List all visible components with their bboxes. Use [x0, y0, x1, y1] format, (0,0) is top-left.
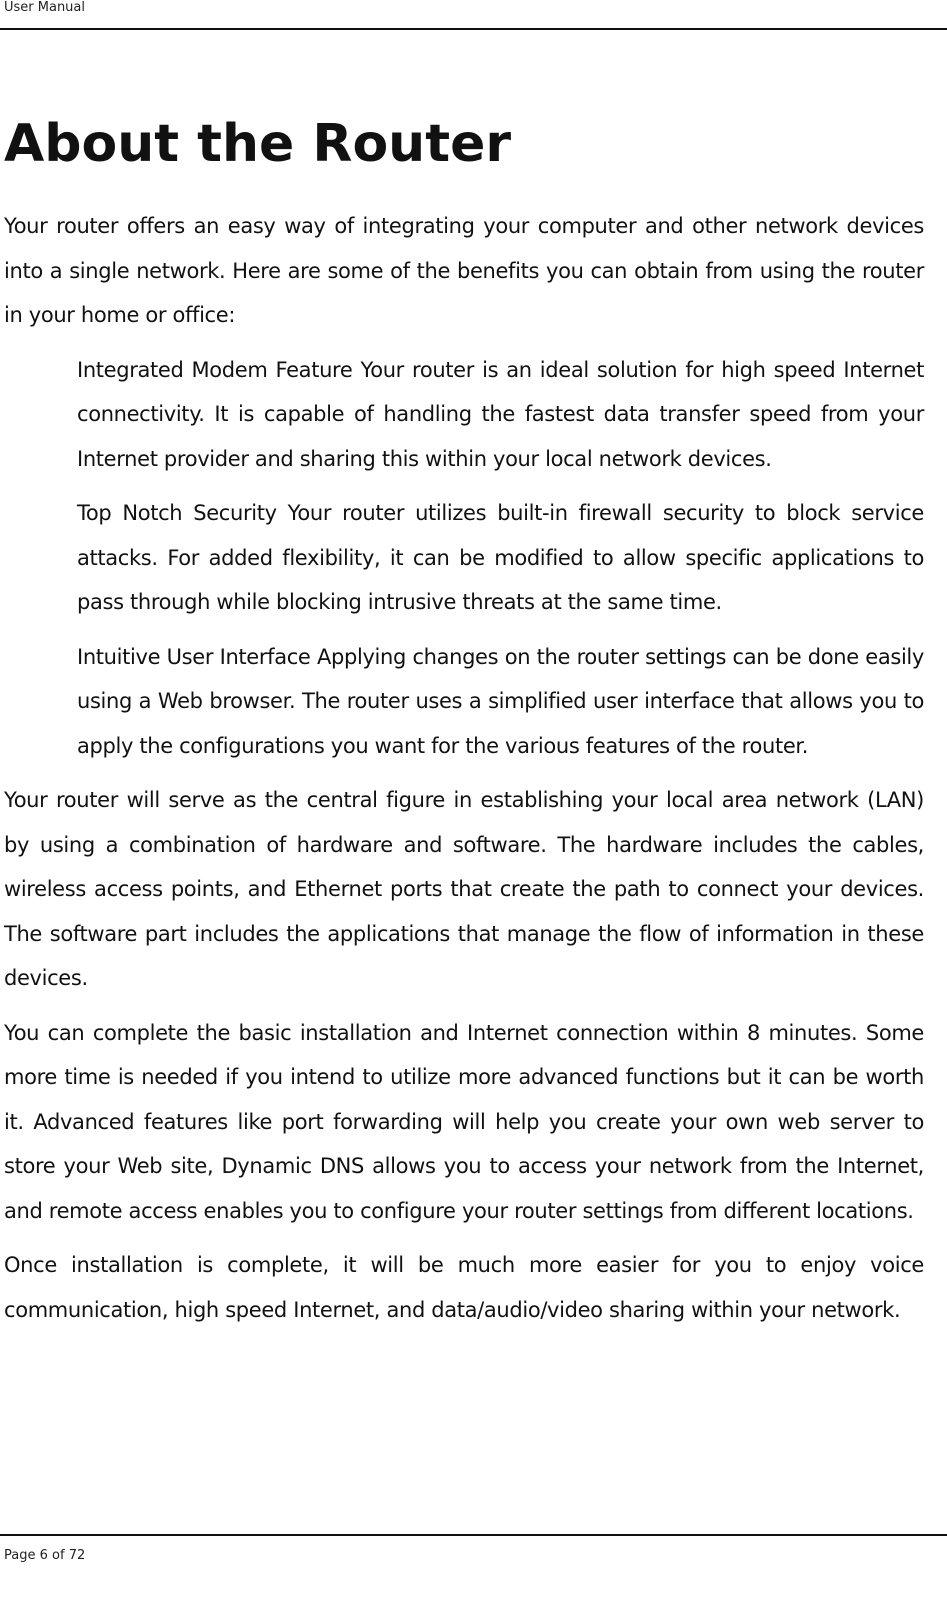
feature-text: Applying changes on the router settings can be done easily using a Web browser. The router uses a simplified user interface that allows you to apply the configurations you want for the various features of the router. — [77, 644, 924, 758]
page-content — [4, 108, 924, 1342]
page-header — [0, 0, 947, 30]
feature-title: Intuitive User Interface — [77, 644, 311, 669]
feature-title: Top Notch Security — [77, 501, 277, 525]
document-title-label: User Manual — [4, 0, 86, 15]
feature-intuitive-ui — [77, 635, 924, 769]
feature-text: Your router utilizes built-in firewall security to block service attacks. For added flexibility, it can be modified to allow specific applications to pass through while blocking intrusive threats at the same time. — [77, 501, 924, 614]
of-label: of — [52, 1548, 65, 1563]
page-label: Page — [4, 1548, 36, 1563]
closing-paragraph: Once installation is complete, it will be much more easier for you to enjoy voice communication, high speed Internet, and data/audio/video sharing within your network. — [4, 1253, 924, 1322]
intro-paragraph: Your router offers an easy way of integrating your computer and other network devices into a single network. Here are some of the benefits you can obtain from using the router in your home or office: — [4, 214, 924, 327]
footer-divider — [0, 1534, 947, 1536]
installation-paragraph: You can complete the basic installation and Internet connection within 8 minutes. Some more time is needed if you intend to utilize more advanced functions but it can be worth it. Advanced features like port forwarding will help you create your own web server to store your Web site, Dynamic DNS allows you to access your network from the Internet, and remote access enables you to configure your router settings from different locations. — [4, 1020, 924, 1223]
page-title: About the Router — [4, 114, 511, 174]
lan-paragraph: Your router will serve as the central figure in establishing your local area network (LAN) by using a combination of hardware and software. The hardware includes the cables, wireless access points, and Ethernet ports that create the path to connect your devices. The software part includes the applications that manage the flow of information in these devices. — [4, 788, 924, 990]
total-pages: 72 — [68, 1548, 86, 1563]
feature-integrated-modem — [77, 348, 924, 482]
feature-text: Your router is an ideal solution for high speed Internet connectivity. It is capable of handling the fastest data transfer speed from your Internet provider and sharing this within your local network devices. — [77, 357, 925, 471]
feature-title: Integrated Modem Feature — [77, 357, 353, 382]
page-counter — [4, 1548, 85, 1564]
header-divider — [0, 28, 947, 30]
page-number: 6 — [39, 1548, 48, 1563]
feature-top-notch-security — [77, 491, 924, 625]
page-footer — [0, 1534, 947, 1601]
